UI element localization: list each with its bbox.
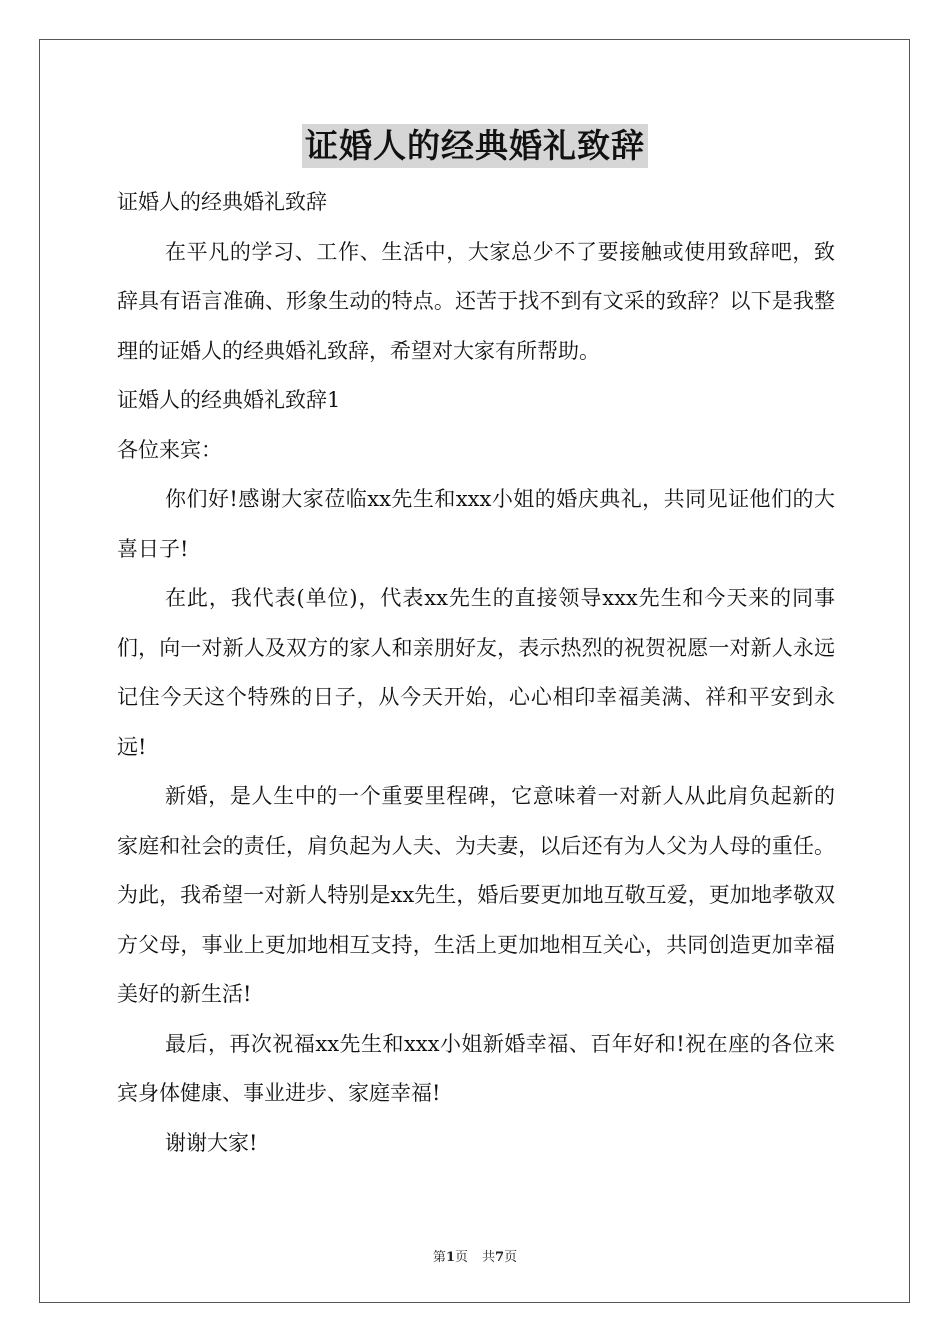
page-footer [0,1246,950,1265]
paragraph: 最后，再次祝福xx先生和xxx小姐新婚幸福、百年好和!祝在座的各位来宾身体健康、事业进步、家庭幸福! [117,1031,835,1105]
closing-line: 谢谢大家! [165,1130,258,1155]
total-suffix: 页 [504,1250,518,1265]
document-title: 证婚人的经典婚礼致辞 [302,124,648,168]
page-prefix: 第 [432,1250,446,1265]
section-heading: 证婚人的经典婚礼致辞1 [117,388,341,412]
paragraph: 新婚，是人生中的一个重要里程碑，它意味着一对新人从此肩负起新的家庭和社会的责任，肩负起为人夫、为夫妻，以后还有为人父为人母的重任。为此，我希望一对新人特别是xx先生，婚后要更加地互敬互爱，更加地孝敬双方父母，事业上更加地相互支持，生活上更加地相互关心，共同创造更加幸福美好的新生活! [117,784,835,1006]
page-number: 1 [445,1250,455,1265]
document-body [117,178,835,1168]
page-total: 7 [495,1250,505,1265]
paragraph: 你们好!感谢大家莅临xx先生和xxx小姐的婚庆典礼，共同见证他们的大喜日子! [117,487,835,561]
page-suffix: 页 [454,1250,468,1265]
paragraph: 在平凡的学习、工作、生活中，大家总少不了要接触或使用致辞吧，致辞具有语言准确、形象生动的特点。还苦于找不到有文采的致辞？以下是我整理的证婚人的经典婚礼致辞，希望对大家有所帮助。 [117,239,835,363]
title-container [0,124,950,168]
salutation: 各位来宾： [117,437,222,462]
paragraph: 在此，我代表(单位)，代表xx先生的直接领导xxx先生和今天来的同事们，向一对新人及双方的家人和亲朋好友，表示热烈的祝贺祝愿一对新人永远记住今天这个特殊的日子，从今天开始，心心相印幸福美满、祥和平安到永远! [117,586,835,759]
total-prefix: 共 [482,1250,496,1265]
paragraph: 证婚人的经典婚礼致辞 [117,190,327,214]
